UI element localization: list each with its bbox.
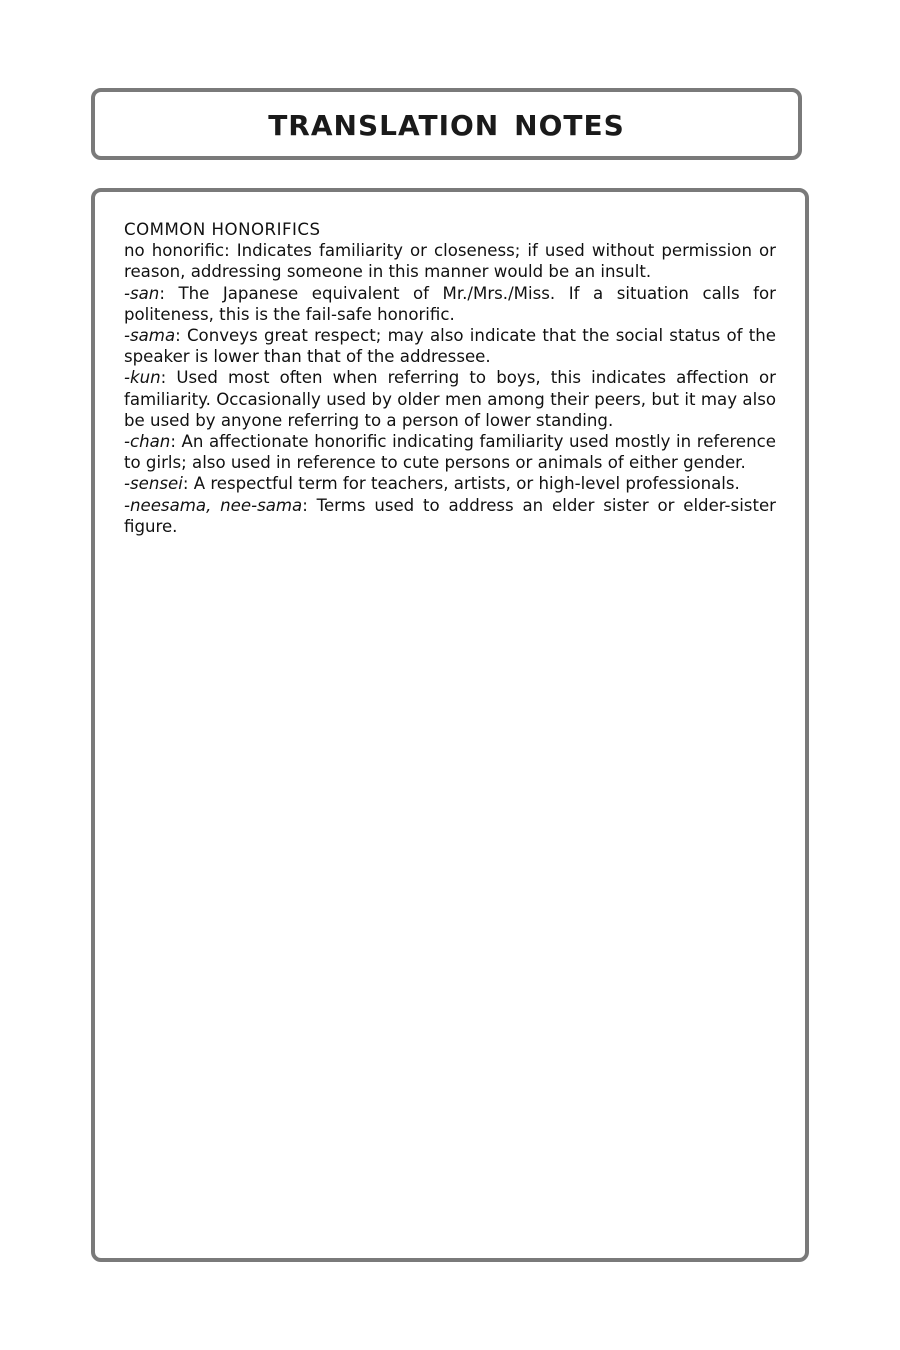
section-heading: COMMON HONORIFICS [124,220,321,239]
honorific-term: -sensei [124,474,183,494]
honorific-term: -neesama, nee-sama [124,495,303,515]
honorific-entry [124,240,776,282]
honorific-entry [124,283,776,325]
title-box [91,88,802,160]
honorific-term: -sama [124,326,176,346]
honorific-entry [124,367,776,431]
entry-text: : Terms used to address an elder sister or elder-sister figure. [124,495,776,536]
entry-text: : The Japanese equivalent of Mr./Mrs./Miss. If a situation calls for politeness, this is the fail-safe honorific. [124,283,776,324]
entry-text: : A respectful term for teachers, artists, or high-level professionals. [182,474,740,494]
entry-text: : Indicates familiarity or closeness; if used without permission or reason, addressing someone in this manner would be an insult. [124,241,776,282]
entry-text: : Conveys great respect; may also indicate that the social status of the speaker is lower than that of the addressee. [124,326,776,367]
notes-content [124,219,776,537]
entry-text: : An affectionate honorific indicating familiarity used mostly in reference to girls; also used in reference to cute persons or animals of either gender. [124,432,776,473]
page-title: translation notes [268,99,625,145]
honorific-entry [124,325,776,367]
honorific-entry [124,495,776,537]
entry-text: : Used most often when referring to boys, this indicates affection or familiarity. Occasionally used by older men among their peers, but it may also be used by anyone referring to a person of lower standing. [124,368,776,430]
honorific-term: -san [124,283,160,303]
entry-lead: no honorific [124,241,225,261]
honorific-term: -kun [124,368,161,388]
honorific-entry [124,473,776,494]
honorific-entry [124,431,776,473]
honorific-term: -chan [124,432,171,452]
